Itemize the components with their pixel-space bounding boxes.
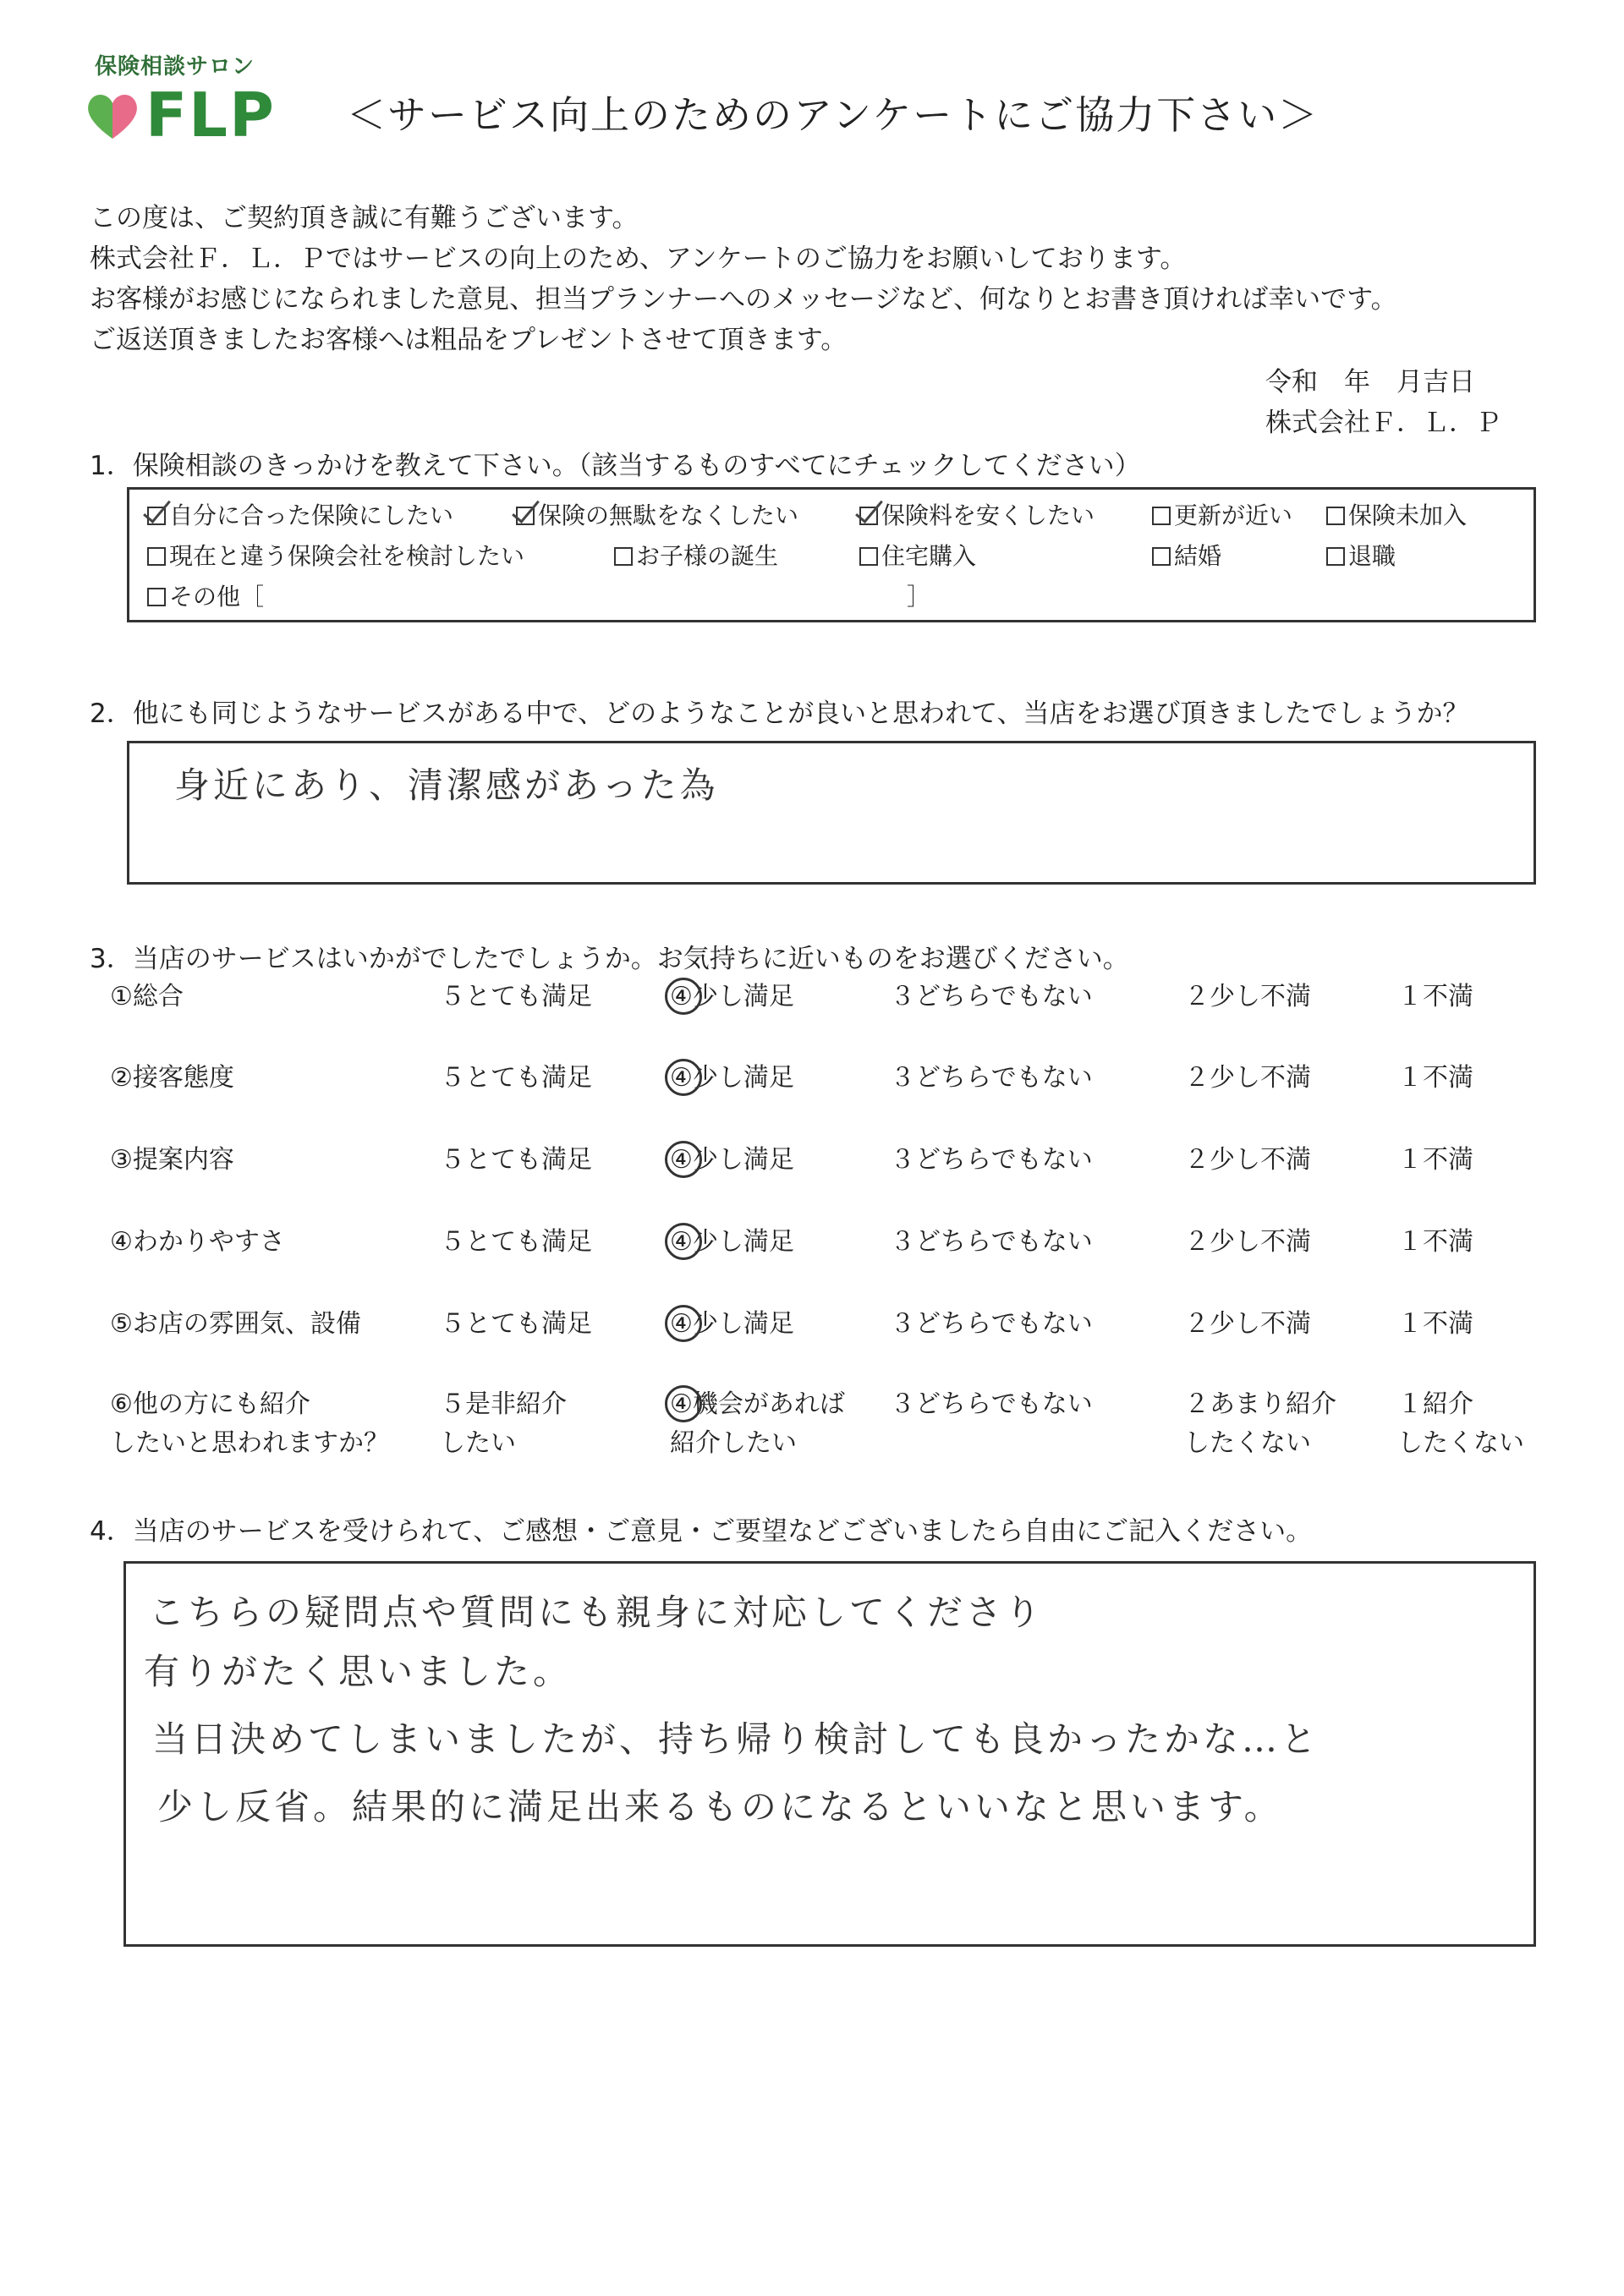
rating-choice[interactable] <box>670 1305 794 1344</box>
rating-row <box>0 1059 1624 1126</box>
rating-choice-text: ５とても満足 <box>440 1145 592 1175</box>
rating-choice-text: ５とても満足 <box>440 1227 592 1257</box>
rating-choice-text: １不満 <box>1397 1145 1473 1175</box>
q1-option-waste[interactable]: 保険の無駄をなくしたい <box>516 497 798 531</box>
rating-choice-text: ２少し不満 <box>1184 1145 1311 1175</box>
heart-icon <box>83 86 142 145</box>
checkbox[interactable] <box>859 547 878 566</box>
rating-choice-text: １不満 <box>1397 1227 1473 1257</box>
rating-choice[interactable] <box>440 1305 592 1344</box>
rating-item-text: ⑥他の方にも紹介 <box>110 1389 310 1419</box>
rating-item-label <box>110 1305 361 1344</box>
rating-choice[interactable] <box>670 1059 794 1098</box>
rating-choice-text: ３どちらでもない <box>890 1145 1093 1175</box>
rating-item-label <box>110 1223 285 1262</box>
rating-choice[interactable] <box>1184 978 1311 1016</box>
rating-row <box>0 1385 1624 1458</box>
rating-item-label <box>110 1141 234 1180</box>
q4-answer-line: 少し反省。結果的に満足出来るものになるといいなと思います。 <box>157 1786 1283 1827</box>
q4-answer-line: 当日決めてしまいましたが、持ち帰り検討しても良かったかな…と <box>152 1718 1320 1760</box>
rating-choice[interactable] <box>1397 1059 1473 1098</box>
rating-choice[interactable] <box>1184 1141 1311 1180</box>
selected-circle-mark <box>665 1223 702 1260</box>
q2-answer: 身近にあり、清潔感があった為 <box>174 764 719 806</box>
rating-choice[interactable] <box>1397 1141 1473 1180</box>
rating-item-label <box>110 978 184 1016</box>
selected-circle-mark <box>665 1385 702 1422</box>
rating-choice[interactable] <box>440 1141 592 1180</box>
q1-option-other[interactable]: その他［ <box>147 578 264 612</box>
rating-choice-text-2: 紹介したい <box>670 1428 797 1458</box>
rating-choice-text: ５とても満足 <box>440 982 592 1011</box>
rating-choice[interactable] <box>1397 1223 1473 1262</box>
rating-choice-text: ５とても満足 <box>440 1309 592 1339</box>
company-line: 株式会社Ｆ．Ｌ．Ｐ <box>1265 408 1501 438</box>
selected-circle-mark <box>665 978 702 1015</box>
rating-choice-text: ２あまり紹介 <box>1184 1389 1336 1419</box>
rating-choice[interactable] <box>1184 1059 1311 1098</box>
rating-choice[interactable] <box>1184 1385 1336 1463</box>
q1-option-renewal[interactable]: 更新が近い <box>1152 497 1292 531</box>
rating-choice-text: ２少し不満 <box>1184 982 1311 1011</box>
q1-option-house[interactable]: 住宅購入 <box>859 538 976 572</box>
flp-logo <box>83 49 286 151</box>
q3-heading: 3．当店のサービスはいかがでしたでしょうか。お気持ちに近いものをお選びください。 <box>90 944 1129 974</box>
q1-option-marriage[interactable]: 結婚 <box>1152 538 1221 572</box>
selected-circle-mark <box>665 1305 702 1342</box>
checkbox[interactable] <box>614 547 633 566</box>
date-line: 令和 年 月吉日 <box>1265 367 1475 397</box>
rating-choice[interactable] <box>890 1385 1093 1424</box>
checkbox[interactable] <box>1152 507 1171 525</box>
rating-choice[interactable] <box>440 1385 567 1463</box>
rating-row <box>0 1305 1624 1373</box>
rating-choice-text: ５是非紹介 <box>440 1389 567 1419</box>
rating-choice-text: ３どちらでもない <box>890 1227 1093 1257</box>
rating-choice-text-2: したい <box>440 1428 516 1458</box>
intro-text <box>90 198 1397 360</box>
checkbox[interactable] <box>1152 547 1171 566</box>
rating-choice[interactable] <box>1184 1223 1311 1262</box>
rating-choice-text: １不満 <box>1397 982 1473 1011</box>
rating-row <box>0 1141 1624 1208</box>
rating-choice[interactable] <box>670 1141 794 1180</box>
checkbox[interactable] <box>147 588 166 606</box>
rating-choice-text: ５とても満足 <box>440 1063 592 1093</box>
rating-item-text: ①総合 <box>110 982 184 1011</box>
checkbox-checked[interactable] <box>147 507 166 525</box>
selected-circle-mark <box>665 1141 702 1178</box>
rating-choice-text-2: したくない <box>1397 1428 1524 1458</box>
q1-option-retire[interactable]: 退職 <box>1326 538 1396 572</box>
rating-choice-text: ④少し満足 <box>670 982 794 1011</box>
logo-wordmark: FLP <box>145 79 276 151</box>
intro-line: 株式会社Ｆ．Ｌ．Ｐではサービスの向上のため、アンケートのご協力をお願いしております。 <box>90 244 1187 274</box>
rating-item-text: ④わかりやすさ <box>110 1227 285 1257</box>
rating-item-text: ⑤お店の雰囲気、設備 <box>110 1309 361 1339</box>
checkbox[interactable] <box>1326 547 1345 566</box>
rating-item-text-2: したいと思われますか？ <box>110 1428 389 1458</box>
rating-item-label <box>110 1059 234 1098</box>
rating-choice-text: ④機会があれば <box>670 1389 845 1419</box>
rating-item-text: ②接客態度 <box>110 1063 234 1093</box>
intro-line: ご返送頂きましたお客様へは粗品をプレゼントさせて頂きます。 <box>90 325 848 355</box>
logo-subtitle: 保険相談サロン <box>95 54 255 79</box>
rating-choice-text: ３どちらでもない <box>890 1063 1093 1093</box>
q1-option-other-company[interactable]: 現在と違う保険会社を検討したい <box>147 538 524 572</box>
intro-line: お客様がお感じになられました意見、担当プランナーへのメッセージなど、何なりとお書き頂ければ幸いです。 <box>90 284 1397 315</box>
q1-other-close-bracket: ］ <box>907 583 931 611</box>
checkbox[interactable] <box>147 547 166 566</box>
rating-row <box>0 1223 1624 1290</box>
rating-choice-text: ④少し満足 <box>670 1309 794 1339</box>
q1-option-fit[interactable]: 自分に合った保険にしたい <box>147 497 453 531</box>
checkbox-checked[interactable] <box>516 507 535 525</box>
rating-choice-text: ④少し満足 <box>670 1227 794 1257</box>
rating-choice[interactable] <box>890 1223 1093 1262</box>
rating-choice-text: １不満 <box>1397 1309 1473 1339</box>
rating-choice[interactable] <box>670 978 794 1016</box>
rating-choice-text-2: したくない <box>1184 1428 1311 1458</box>
rating-choice[interactable] <box>890 1059 1093 1098</box>
rating-choice-text: ２少し不満 <box>1184 1063 1311 1093</box>
rating-choice-text: ２少し不満 <box>1184 1309 1311 1339</box>
rating-choice-text: ２少し不満 <box>1184 1227 1311 1257</box>
rating-choice-text: １不満 <box>1397 1063 1473 1093</box>
rating-choice-text: ３どちらでもない <box>890 1309 1093 1339</box>
rating-choice[interactable] <box>440 1223 592 1262</box>
rating-choice[interactable] <box>1184 1305 1311 1344</box>
q1-option-cheaper[interactable]: 保険料を安くしたい <box>859 497 1095 531</box>
page-title: ＜サービス向上のためのアンケートにご協力下さい＞ <box>347 92 1320 138</box>
q2-heading: 2．他にも同じようなサービスがある中で、どのようなことが良いと思われて、当店をお選び頂きましたでしょうか？ <box>90 699 1469 729</box>
q4-heading: 4．当店のサービスを受けられて、ご感想・ご意見・ご要望などございましたら自由にご記入ください。 <box>90 1516 1313 1547</box>
rating-choice-text: ３どちらでもない <box>890 1389 1093 1419</box>
rating-item-label <box>110 1385 389 1463</box>
rating-choice[interactable] <box>890 1141 1093 1180</box>
rating-choice[interactable] <box>670 1385 845 1463</box>
intro-line: この度は、ご契約頂き誠に有難うございます。 <box>90 203 639 233</box>
rating-choice-text: ３どちらでもない <box>890 982 1093 1011</box>
checkbox-checked[interactable] <box>859 507 878 525</box>
rating-choice-text: ④少し満足 <box>670 1063 794 1093</box>
rating-choice-text: １紹介 <box>1397 1389 1473 1419</box>
rating-choice[interactable] <box>440 1059 592 1098</box>
rating-choice-text: ④少し満足 <box>670 1145 794 1175</box>
rating-choice[interactable] <box>670 1223 794 1262</box>
q1-heading: 1．保険相談のきっかけを教えて下さい。（該当するものすべてにチェックしてください） <box>90 451 1141 481</box>
rating-choice[interactable] <box>1397 1305 1473 1344</box>
selected-circle-mark <box>665 1059 702 1096</box>
rating-choice[interactable] <box>1397 1385 1524 1463</box>
rating-item-text: ③提案内容 <box>110 1145 234 1175</box>
q1-option-child[interactable]: お子様の誕生 <box>614 538 778 572</box>
rating-row <box>0 978 1624 1045</box>
q4-answer-line: こちらの疑問点や質問にも親身に対応してくださり <box>149 1592 1045 1633</box>
rating-choice[interactable] <box>890 978 1093 1016</box>
rating-choice[interactable] <box>440 978 592 1016</box>
rating-choice[interactable] <box>1397 978 1473 1016</box>
checkbox[interactable] <box>1326 507 1345 525</box>
date-block <box>1265 362 1501 443</box>
q1-option-uninsured[interactable]: 保険未加入 <box>1326 497 1467 531</box>
q4-answer-line: 有りがたく思いました。 <box>144 1651 573 1692</box>
rating-choice[interactable] <box>890 1305 1093 1344</box>
